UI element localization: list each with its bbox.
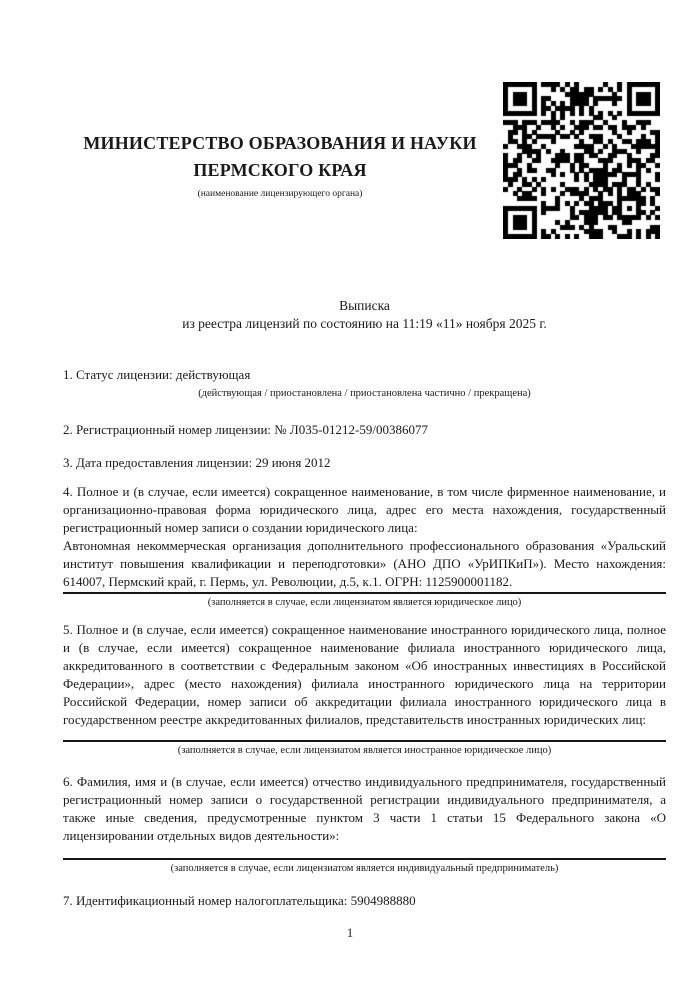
licensing-authority-caption: (наименование лицензирующего органа) [197,189,363,199]
foreign-entity-question: 5. Полное и (в случае, если имеется) сокращенное наименование иностранного юридического лица, полное и (в случае, если имеется) сокращенное наименование филиала иностранного юридического лица, аккредитованного в соответствии с Федеральным законом «Об иностранных инвестициях в Российской Федерации», адрес (место нахождения) филиала иностранного юридического лица на территории Российской Федерации, номер записи об аккредитации филиала иностранного юридического лица в государственном реестре аккредитованных филиалов, представительств иностранных юридических лиц: [63,622,666,727]
ministry-header [63,130,497,200]
legal-entity-answer: Автономная некоммерческая организация дополнительного профессионального образования «Уральский институт повышения квалификации и переподготовки» (АНО ДПО «УрИПКиП»). Место нахождения: 614007, Пермский край, г. Пермь, ул. Революции, д.5, к.1. ОГРН: 1125900001182. [63,538,666,589]
fill-line [63,740,666,742]
taxpayer-id-text: 7. Идентификационный номер налогоплательщика: 5904988880 [63,893,416,908]
grant-date-text: 3. Дата предоставления лицензии: 29 июня 2012 [63,455,331,470]
item-foreign-entity [63,621,666,757]
legal-entity-question: 4. Полное и (в случае, если имеется) сокращенное наименование, в том числе фирменное наименование, и организационно-правовая форма юридического лица, адрес его места нахождения, государственный регистрационный номер записи о создании юридического лица: [63,484,666,535]
license-status-options-caption: (действующая / приостановлена / приостановлена частично / прекращена) [198,388,531,399]
item-grant-date [63,454,666,472]
qr-code-icon [503,82,660,239]
document-title-line1: Выписка [339,298,390,313]
item-legal-entity [63,483,666,609]
page-number: 1 [346,926,354,940]
foreign-entity-caption: (заполняется в случае, если лицензиатом является иностранное юридическое лицо) [177,745,552,756]
registration-number-text: 2. Регистрационный номер лицензии: № Л035-01212-59/00386077 [63,422,429,437]
document-title-line2: из реестра лицензий по состоянию на 11:19 «11» ноября 2025 г. [182,316,547,331]
item-registration-number [63,421,666,439]
ministry-name-line1: МИНИСТЕРСТВО ОБРАЗОВАНИЯ И НАУКИ [83,133,477,153]
item-license-status [63,366,666,400]
item-taxpayer-id [63,892,666,910]
ministry-name-line2: ПЕРМСКОГО КРАЯ [193,160,367,180]
legal-entity-caption: (заполняется в случае, если лицензиатом является юридическое лицо) [207,597,522,608]
document-title [63,297,666,333]
fill-line [63,592,666,594]
license-status-text: 1. Статус лицензии: действующая [63,367,251,382]
entrepreneur-caption: (заполняется в случае, если лицензиатом является индивидуальный предприниматель) [170,863,559,874]
fill-line [63,858,666,860]
qr-code-canvas [503,82,660,239]
entrepreneur-question: 6. Фамилия, имя и (в случае, если имеется) отчество индивидуального предпринимателя, государственный регистрационный номер записи о государственной регистрации индивидуального предпринимателя, а также иные сведения, предусмотренные пунктом 3 части 1 статьи 15 Федерального закона «О лицензировании отдельных видов деятельности»: [63,774,666,843]
item-entrepreneur [63,773,666,875]
